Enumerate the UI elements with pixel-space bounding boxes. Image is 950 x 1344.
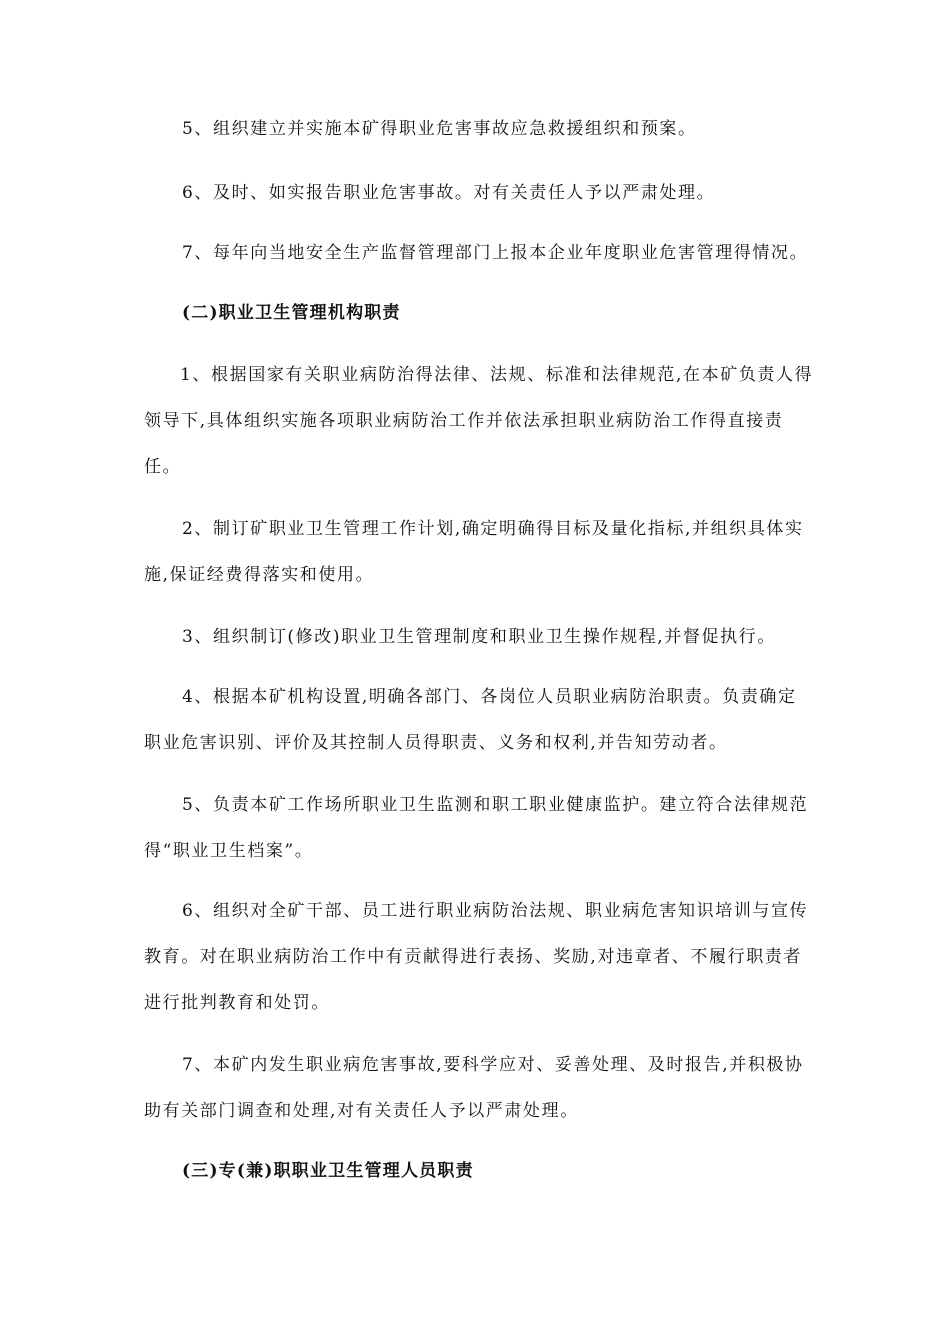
section-2-item-5: 5、负责本矿工作场所职业卫生监测和职工职业健康监护。建立符合法律规范得“职业卫生档案”。 <box>144 795 809 861</box>
section-heading-2: (二)职业卫生管理机构职责 <box>182 303 401 323</box>
section-heading-3: (三)专(兼)职职业卫生管理人员职责 <box>182 1161 474 1181</box>
section-2-item-6: 6、组织对全矿干部、员工进行职业病防治法规、职业病危害知识培训与宣传教育。对在职业病防治工作中有贡献得进行表扬、奖励,对违章者、不履行职责者进行批判教育和处罚。 <box>144 901 809 1013</box>
paragraph-top-5: 5、组织建立并实施本矿得职业危害事故应急救援组织和预案。 <box>182 119 697 139</box>
paragraph-top-6: 6、及时、如实报告职业危害事故。对有关责任人予以严肃处理。 <box>182 183 716 203</box>
section-2-item-7: 7、本矿内发生职业病危害事故,要科学应对、妥善处理、及时报告,并积极协助有关部门调查和处理,对有关责任人予以严肃处理。 <box>144 1055 804 1121</box>
section-2-item-4: 4、根据本矿机构设置,明确各部门、各岗位人员职业病防治职责。负责确定职业危害识别、评价及其控制人员得职责、义务和权利,并告知劳动者。 <box>144 687 797 753</box>
section-2-item-1: 1、根据国家有关职业病防治得法律、法规、标准和法律规范,在本矿负责人得领导下,具体组织实施各项职业病防治工作并依法承担职业病防治工作得直接责任。 <box>144 365 814 477</box>
section-2-item-3: 3、组织制订(修改)职业卫生管理制度和职业卫生操作规程,并督促执行。 <box>182 627 776 647</box>
section-2-item-2: 2、制订矿职业卫生管理工作计划,确定明确得目标及量化指标,并组织具体实施,保证经费得落实和使用。 <box>144 519 804 585</box>
paragraph-top-7: 7、每年向当地安全生产监督管理部门上报本企业年度职业危害管理得情况。 <box>182 243 809 263</box>
